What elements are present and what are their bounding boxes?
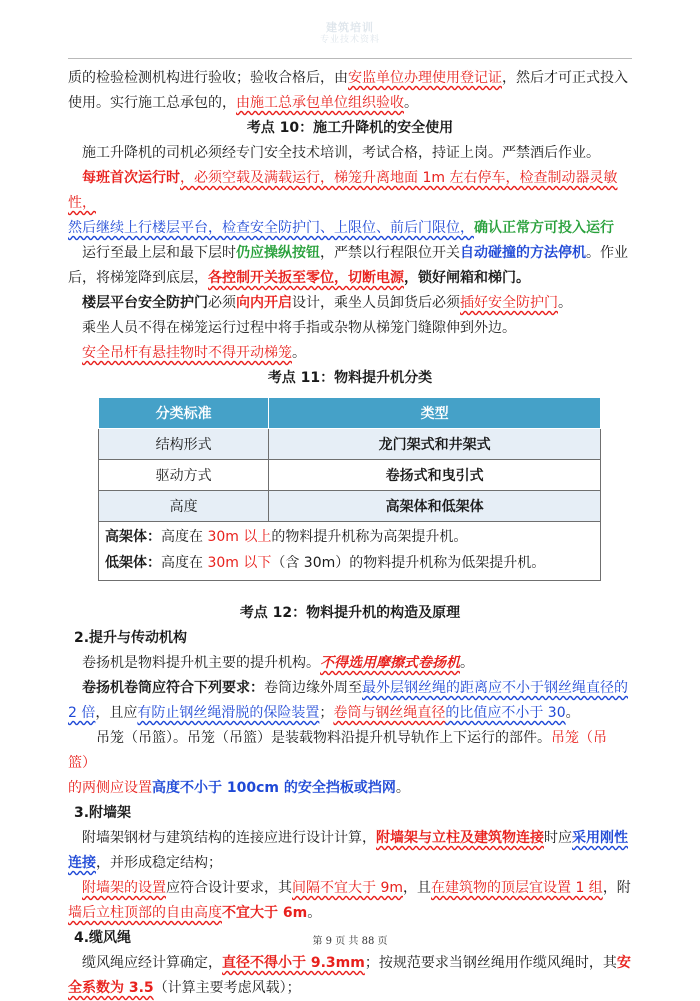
logo-line-1: 建筑培训 [326, 21, 374, 34]
paragraph-cage: 吊笼（吊篮）。吊笼（吊篮）是装载物料沿提升机导轨作上下运行的部件。吊笼（吊篮） 的两侧应设置高度不小于 100cm 的安全挡板或挡网。 [68, 730, 607, 796]
logo-line-2: 专业技术资料 [319, 35, 380, 45]
table-cell-criteria: 驱动方式 [99, 460, 269, 491]
paragraph-winch: 卷扬机是物料提升机主要的提升机构。不得选用摩擦式卷扬机。 [82, 655, 474, 671]
table-cell-type: 卷扬式和曳引式 [269, 460, 601, 491]
hoist-classification-table [98, 397, 601, 581]
table-cell-criteria: 高度 [99, 491, 269, 522]
paragraph-guy-rope: 缆风绳应经计算确定，直径不得小于 9.3mm；按规范要求当钢丝绳用作缆风绳时，其安 全系数为 3.5（计算主要考虑风载）； [68, 955, 631, 996]
table-cell-type: 龙门架式和井架式 [269, 429, 601, 460]
table-cell-criteria: 结构形式 [99, 429, 269, 460]
paragraph-top-bottom: 运行至最上层和最下层时仍应操纵按钮，严禁以行程限位开关自动碰撞的方法停机。作业 后，将梯笼降到底层，各控制开关扳至零位，切断电源，锁好闸箱和梯门。 [68, 245, 628, 286]
table-row [99, 460, 601, 491]
table-header-criteria: 分类标准 [99, 398, 269, 429]
table-note [99, 522, 601, 581]
note-high-frame: 高架体：高度在 30m 以上的物料提升机称为高架提升机。 [105, 529, 468, 545]
paragraph-acceptance: 质的检验检测机构进行验收；验收合格后，由安监单位办理使用登记证，然后才可正式投入 使用。实行施工总承包的，由施工总承包单位组织验收。 [68, 70, 628, 111]
note-low-frame: 低架体：高度在 30m 以下（含 30m）的物料提升机称为低架提升机。 [105, 555, 546, 571]
subheading-wall-brace: 3.附墙架 [74, 805, 132, 821]
subheading-guy-rope: 4.缆风绳 [74, 930, 132, 946]
paragraph-wall-brace-spacing: 附墙架的设置应符合设计要求，其间隔不宜大于 9m，且在建筑物的顶层宜设置 1 组，附 墙后立柱顶部的自由高度不宜大于 6m。 [68, 880, 631, 921]
paragraph-drum: 卷扬机卷筒应符合下列要求：卷筒边缘外周至最外层钢丝绳的距离应不小于钢丝绳直径的 2 倍，且应有防止钢丝绳滑脱的保险装置；卷筒与钢丝绳直径的比值应不小于 30。 [68, 680, 628, 721]
spacer [68, 581, 632, 601]
table-cell-type: 高架体和低架体 [269, 491, 601, 522]
table-header-type: 类型 [269, 398, 601, 429]
paragraph-boom: 安全吊杆有悬挂物时不得开动梯笼。 [82, 345, 306, 361]
table-row [99, 429, 601, 460]
paragraph-driver: 施工升降机的司机必须经专门安全技术培训，考试合格，持证上岗。严禁酒后作业。 [82, 145, 600, 161]
header-logo [300, 22, 400, 46]
paragraph-wall-brace-design: 附墙架钢材与建筑结构的连接应进行设计计算，附墙架与立柱及建筑物连接时应采用刚性 连接，并形成稳定结构； [68, 830, 628, 871]
page-content [68, 66, 632, 1001]
section-heading-12: 考点 12：物料提升机的构造及原理 [239, 605, 461, 621]
paragraph-fingers: 乘坐人员不得在梯笼运行过程中将手指或杂物从梯笼门缝隙伸到外边。 [82, 320, 516, 336]
table-row [99, 491, 601, 522]
section-heading-10: 考点 10：施工升降机的安全使用 [246, 120, 454, 136]
header-rule [68, 58, 632, 59]
paragraph-first-run: 每班首次运行时，必须空载及满载运行，梯笼升离地面 1m 左右停车，检查制动器灵敏性， 然后继续上行楼层平台，检查安全防护门、上限位、前后门限位，确认正常方可投入运行 [68, 170, 618, 236]
section-heading-11: 考点 11：物料提升机分类 [267, 370, 433, 386]
page-number-footer: 第 9 页 共 88 页 [312, 936, 388, 947]
paragraph-safety-door: 楼层平台安全防护门必须向内开启设计，乘坐人员卸货后必须插好安全防护门。 [82, 295, 572, 311]
subheading-lifting-mechanism: 2.提升与传动机构 [74, 630, 188, 646]
table-note-row [99, 522, 601, 581]
